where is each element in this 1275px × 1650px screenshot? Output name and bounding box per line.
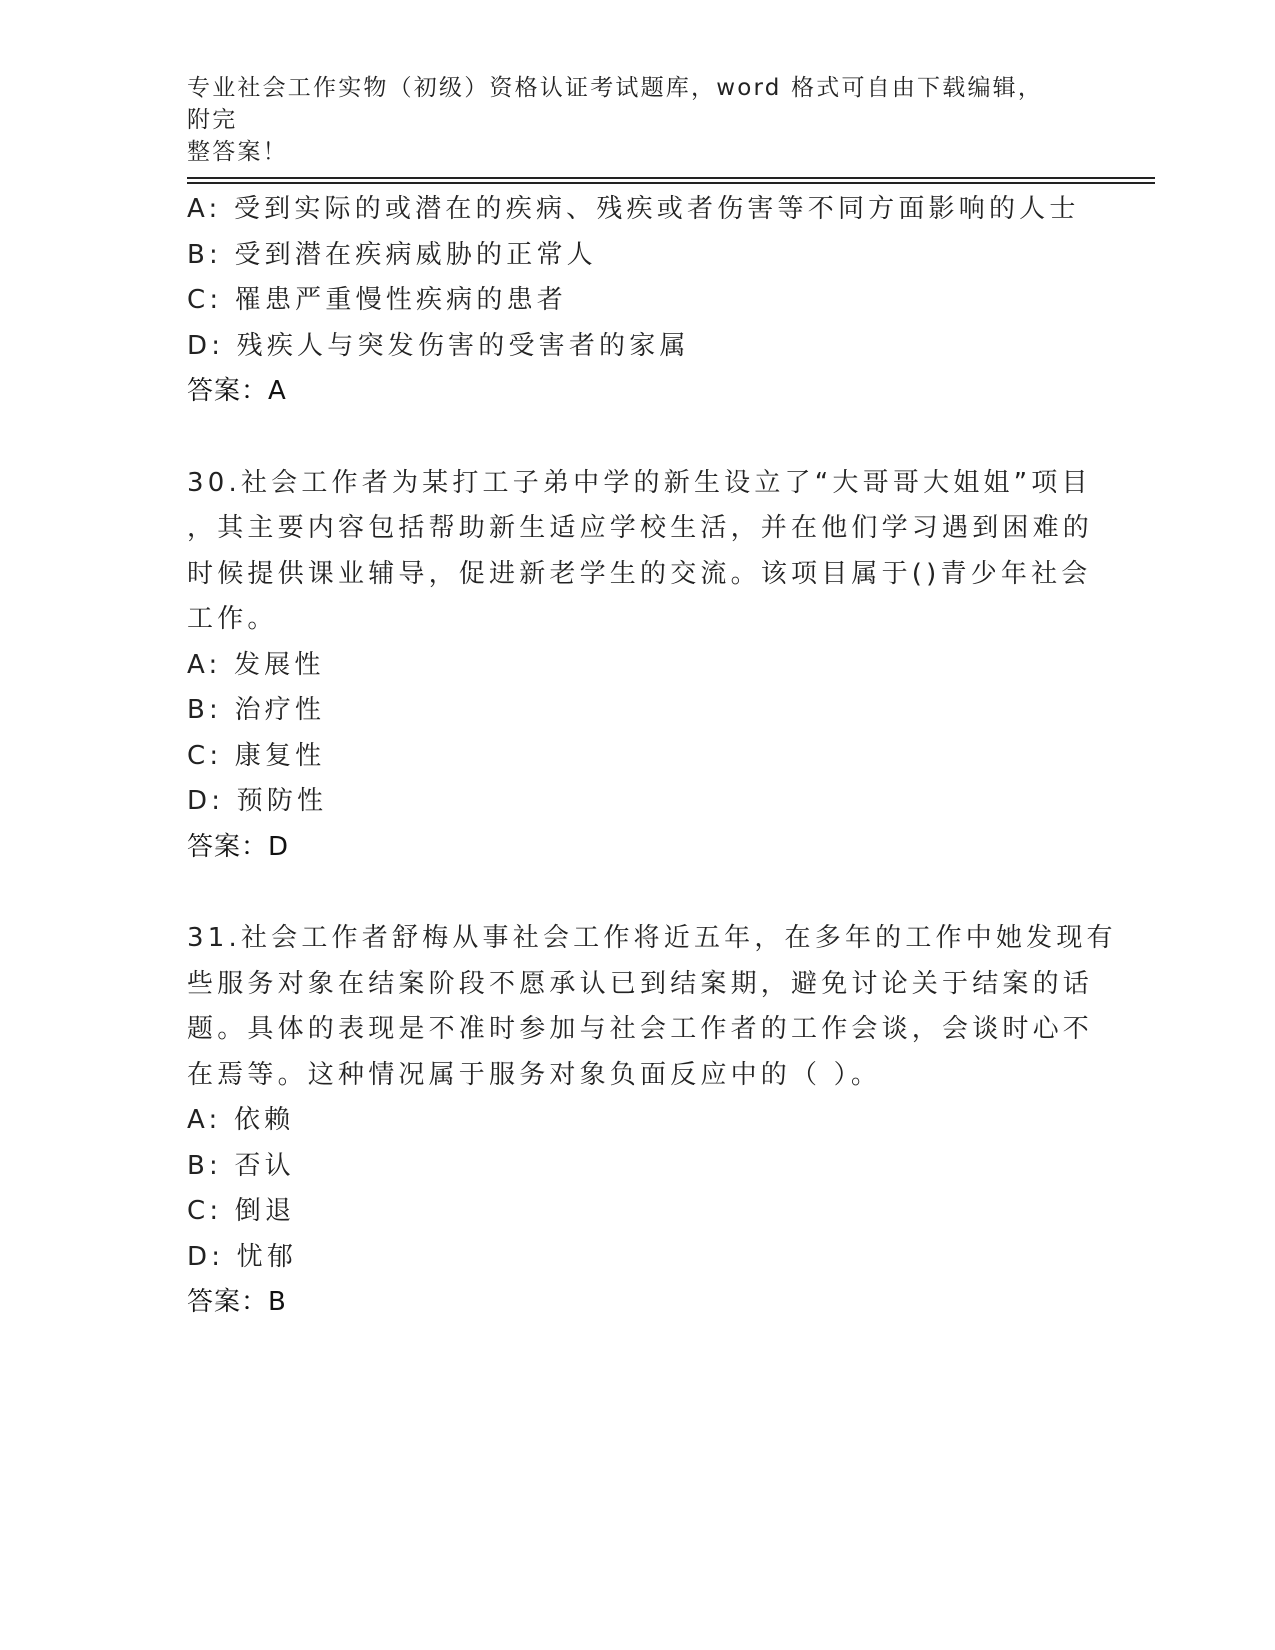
- option-a: A: 依赖: [187, 1105, 295, 1135]
- header-rule-bottom: [187, 182, 1155, 184]
- option-c: C: 倒退: [187, 1196, 296, 1226]
- question-stem-line: 时候提供课业辅导，促进新老学生的交流。该项目属于()青少年社会: [187, 558, 1092, 589]
- question-29: [187, 187, 1087, 415]
- answer-line: 答案：B: [187, 1287, 287, 1317]
- question-31: [187, 916, 1117, 1326]
- question-spacer: [187, 415, 1087, 461]
- option-b: B: 治疗性: [187, 695, 326, 725]
- document-header: [187, 72, 1067, 168]
- answer-line: 答案：A: [187, 376, 287, 406]
- question-stem-line: 工作。: [187, 604, 278, 634]
- question-stem-line: ，其主要内容包括帮助新生适应学校生活，并在他们学习遇到困难的: [187, 513, 1094, 543]
- header-line-1: 专业社会工作实物（初级）资格认证考试题库，word 格式可自由下载编辑，附完: [187, 75, 1044, 133]
- question-30: [187, 461, 1094, 871]
- option-b: B: 否认: [187, 1150, 295, 1181]
- header-line-2: 整答案！: [187, 139, 288, 165]
- option-a: A: 受到实际的或潜在的疾病、残疾或者伤害等不同方面影响的人士: [187, 194, 1080, 224]
- answer-line: 答案：D: [187, 831, 290, 862]
- option-c: C: 罹患严重慢性疾病的患者: [187, 285, 567, 315]
- option-c: C: 康复性: [187, 740, 326, 771]
- question-stem-line: 题。具体的表现是不准时参加与社会工作者的工作会谈，会谈时心不: [187, 1014, 1094, 1044]
- option-d: D: 残疾人与突发伤害的受害者的家属: [187, 330, 690, 361]
- question-stem-line: 30.社会工作者为某打工子弟中学的新生设立了“大哥哥大姐姐”项目: [187, 467, 1092, 498]
- question-stem-line: 些服务对象在结案阶段不愿承认已到结案期，避免讨论关于结案的话: [187, 968, 1094, 999]
- question-stem-line: 31.社会工作者舒梅从事社会工作将近五年，在多年的工作中她发现有: [187, 923, 1117, 953]
- option-a: A: 发展性: [187, 649, 325, 680]
- option-d: D: 忧郁: [187, 1241, 298, 1272]
- option-d: D: 预防性: [187, 786, 328, 816]
- question-stem-line: 在焉等。这种情况属于服务对象负面反应中的（ ）。: [187, 1059, 882, 1090]
- question-spacer: [187, 870, 1087, 916]
- question-list: [187, 187, 1117, 1326]
- header-rule-top: [187, 177, 1155, 179]
- option-b: B: 受到潜在疾病威胁的正常人: [187, 239, 597, 270]
